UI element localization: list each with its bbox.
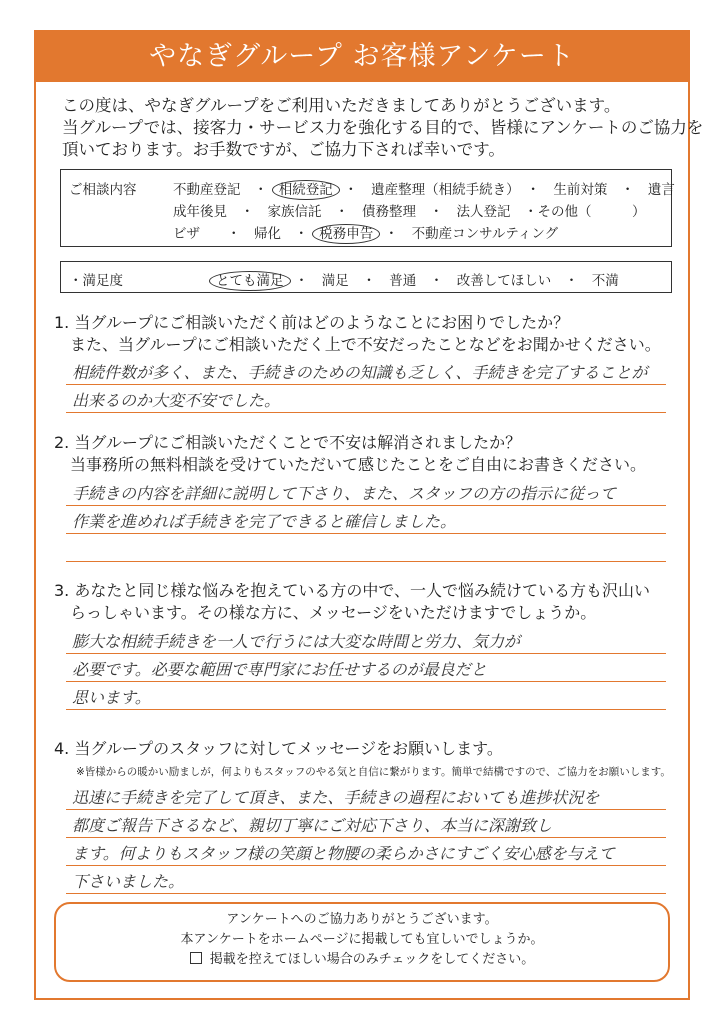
- question-text: 当事務所の無料相談を受けていただいて感じたことをご自由にお書きください。: [54, 455, 647, 474]
- consultation-type-box: [60, 169, 675, 247]
- consult-options: 成年後見 ・ 家族信託 ・ 債務整理 ・ 法人登記 ・その他（ ）: [173, 204, 646, 220]
- consult-options: 不動産登記 ・: [173, 182, 268, 198]
- answer-1[interactable]: [66, 357, 666, 413]
- intro-text: [62, 95, 704, 161]
- consult-options: ・ 遺産整理（相続手続き） ・ 生前対策 ・ 遺言: [344, 182, 675, 198]
- satisfaction-box: [60, 261, 672, 293]
- intro-line: この度は、やなぎグループをご利用いただきましてありがとうございます。: [62, 96, 621, 115]
- answer-line: 出来るのか大変不安でした。: [66, 385, 666, 413]
- question-text: また、当グループにご相談いただく上で不安だったことなどをお聞かせください。: [54, 335, 661, 354]
- answer-line: 思います。: [66, 682, 666, 710]
- consult-circled-option[interactable]: 税務申告: [312, 224, 380, 244]
- question-2: [54, 432, 646, 476]
- consultation-label: ご相談内容: [69, 182, 137, 198]
- consultation-row-1: [173, 178, 675, 198]
- intro-line: 当グループでは、接客力・サービス力を強化する目的で、皆様にアンケートのご協力を: [62, 118, 704, 137]
- survey-form: [34, 30, 704, 1000]
- answer-2[interactable]: [66, 478, 666, 562]
- answer-line: 膨大な相続手続きを一人で行うには大変な時間と労力、気力が: [66, 626, 666, 654]
- answer-line: 迅速に手続きを完了して頂き、また、手続きの過程においても進捗状況を: [66, 782, 666, 810]
- footer-check-row: [56, 950, 668, 970]
- satisfaction-options: [209, 269, 619, 289]
- question-4: [54, 738, 503, 760]
- consult-options: ・ 不動産コンサルティング: [384, 226, 559, 242]
- form-title: やなぎグループ お客様アンケート: [36, 32, 688, 82]
- answer-line: 必要です。必要な範囲で専門家にお任せするのが最良だと: [66, 654, 666, 682]
- satisfaction-label: ・満足度: [69, 273, 123, 289]
- question-3: [54, 580, 650, 624]
- answer-4[interactable]: [66, 782, 666, 894]
- answer-line: 作業を進めれば手続きを完了できると確信しました。: [66, 506, 666, 534]
- intro-line: 頂いております。お手数ですが、ご協力下されば幸いです。: [62, 140, 505, 159]
- footer-question: 本アンケートをホームページに掲載しても宜しいでしょうか。: [180, 932, 544, 947]
- consult-circled-option[interactable]: 相続登記: [272, 180, 340, 200]
- question-text: 4. 当グループのスタッフに対してメッセージをお願いします。: [54, 739, 503, 758]
- answer-line: [66, 534, 666, 562]
- footer-thanks: アンケートへのご協力ありがとうございます。: [226, 912, 498, 927]
- answer-line: 下さいました。: [66, 866, 666, 894]
- answer-line: 相続件数が多く、また、手続きのための知識も乏しく、手続きを完了することが: [66, 357, 666, 385]
- publish-opt-out-checkbox[interactable]: [190, 952, 202, 964]
- consultation-row-3: [173, 222, 558, 242]
- answer-3[interactable]: [66, 626, 666, 710]
- question-text: らっしゃいます。その様な方に、メッセージをいただけますでしょうか。: [54, 603, 597, 622]
- answer-line: 都度ご報告下さるなど、親切丁寧にご対応下さり、本当に深謝致し: [66, 810, 666, 838]
- question-text: 3. あなたと同じ様な悩みを抱えている方の中で、一人で悩み続けている方も沢山い: [54, 581, 651, 600]
- question-text: 2. 当グループにご相談いただくことで不安は解消されましたか？: [54, 433, 522, 452]
- question-text: 1. 当グループにご相談いただく前はどのようなことにお困りでしたか？: [54, 313, 570, 332]
- consult-options: ビザ ・ 帰化 ・: [173, 226, 308, 242]
- satisfaction-circled-option[interactable]: とても満足: [209, 271, 291, 291]
- answer-line: ます。何よりもスタッフ様の笑顔と物腰の柔らかさにすごく安心感を与えて: [66, 838, 666, 866]
- footer-check-label: 掲載を控えてほしい場合のみチェックをしてください。: [209, 952, 535, 967]
- question-1: [54, 312, 661, 356]
- consultation-row-2: [173, 200, 646, 220]
- satisfaction-other-options: ・ 満足 ・ 普通 ・ 改善してほしい ・ 不満: [294, 273, 619, 289]
- question-4-note: ※皆様からの暖かい励ましが，何よりもスタッフのやる気と自信に繋がります。簡単で結構ですので、ご協力をお願いします。: [76, 766, 671, 778]
- footer-box: [54, 902, 670, 982]
- answer-line: 手続きの内容を詳細に説明して下さり、また、スタッフの方の指示に従って: [66, 478, 666, 506]
